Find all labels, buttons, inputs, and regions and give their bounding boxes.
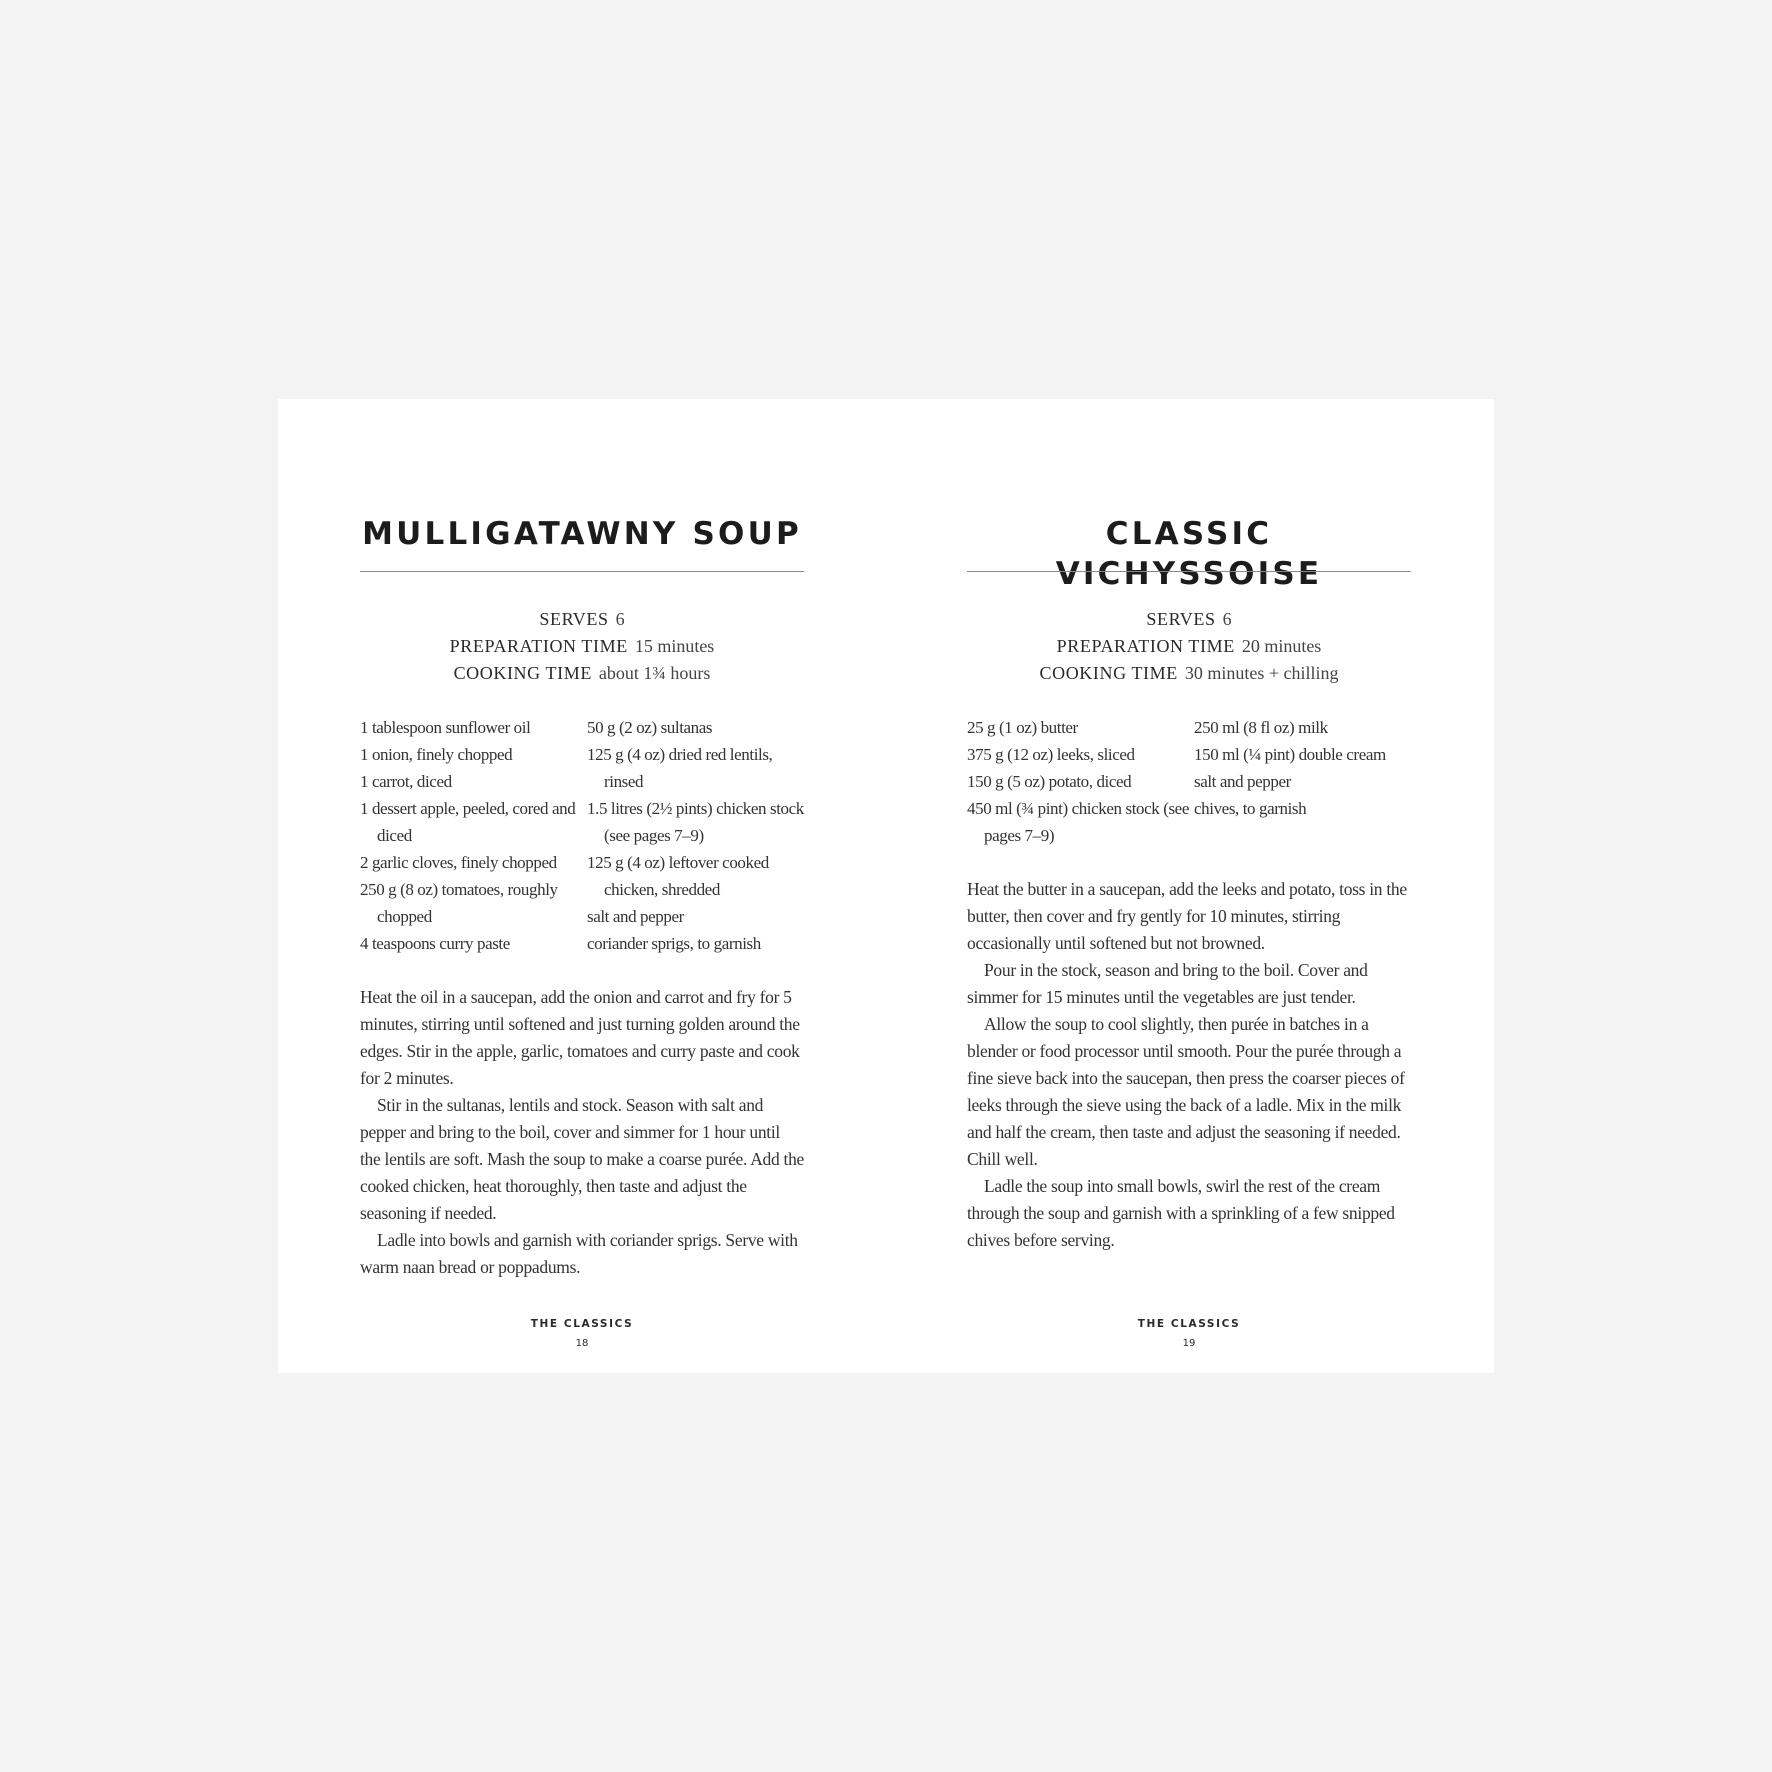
prep-time-value: 15 minutes xyxy=(634,636,715,656)
page-footer xyxy=(360,1315,804,1353)
method-paragraph: Heat the oil in a saucepan, add the onion and carrot and fry for 5 minutes, stirring until softened and just turning golden around the edges. Stir in the apple, garlic, tomatoes and curry paste and cook for 2 minutes. xyxy=(360,987,800,1088)
method-paragraph: Ladle into bowls and garnish with coriander sprigs. Serve with warm naan bread or poppadums. xyxy=(360,1230,798,1277)
ingredient-item: 125 g (4 oz) leftover cooked chicken, shredded xyxy=(587,853,769,899)
ingredients-column-2 xyxy=(587,714,812,957)
ingredients-column-2 xyxy=(1194,714,1419,822)
serves-value: 6 xyxy=(1222,609,1232,629)
recipe-title: MULLIGATAWNY SOUP xyxy=(362,516,802,552)
ingredient-item: 1 onion, finely chopped xyxy=(360,745,513,764)
ingredient-item: 25 g (1 oz) butter xyxy=(967,718,1078,737)
cooking-time-value: 30 minutes + chilling xyxy=(1184,663,1339,683)
prep-time-label: PREPARATION TIME xyxy=(449,636,628,656)
running-footer-section: THE CLASSICS xyxy=(1137,1318,1241,1330)
running-footer-section: THE CLASSICS xyxy=(530,1318,634,1330)
book-spread xyxy=(278,399,1494,1373)
ingredient-item: 50 g (2 oz) sultanas xyxy=(587,718,713,737)
cooking-time-value: about 1¾ hours xyxy=(598,663,711,683)
right-page xyxy=(967,399,1411,1373)
cooking-time-label: COOKING TIME xyxy=(453,663,592,683)
serves-label: SERVES xyxy=(1146,609,1216,629)
prep-time-label: PREPARATION TIME xyxy=(1056,636,1235,656)
ingredient-item: 150 g (5 oz) potato, diced xyxy=(967,772,1132,791)
ingredient-item: 1.5 litres (2½ pints) chicken stock (see pages 7–9) xyxy=(587,799,804,845)
ingredient-item: 250 ml (8 fl oz) milk xyxy=(1194,718,1328,737)
method-text xyxy=(967,876,1411,1254)
ingredients-column-1 xyxy=(360,714,585,957)
method-text xyxy=(360,984,804,1281)
ingredient-item: 375 g (12 oz) leeks, sliced xyxy=(967,745,1135,764)
page-number: 19 xyxy=(1182,1338,1196,1349)
recipe-meta xyxy=(967,606,1411,687)
ingredient-item: 150 ml (¼ pint) double cream xyxy=(1194,745,1386,764)
method-paragraph: Allow the soup to cool slightly, then purée in batches in a blender or food processor until smooth. Pour the purée through a fine sieve back into the saucepan, then press the coarser pieces of leeks through the sieve using the back of a ladle. Mix in the milk and half the cream, then taste and adjust the seasoning if needed. Chill well. xyxy=(967,1014,1405,1169)
page-number: 18 xyxy=(575,1338,589,1349)
ingredient-item: 250 g (8 oz) tomatoes, roughly chopped xyxy=(360,880,558,926)
prep-time-value: 20 minutes xyxy=(1241,636,1322,656)
method-paragraph: Ladle the soup into small bowls, swirl the rest of the cream through the soup and garnish with a sprinkling of a few snipped chives before serving. xyxy=(967,1176,1395,1250)
method-paragraph: Heat the butter in a saucepan, add the leeks and potato, toss in the butter, then cover and fry gently for 10 minutes, stirring occasionally until softened but not browned. xyxy=(967,879,1407,953)
prep-time-line xyxy=(967,633,1411,660)
ingredient-item: 4 teaspoons curry paste xyxy=(360,934,510,953)
cooking-time-label: COOKING TIME xyxy=(1039,663,1178,683)
serves-line xyxy=(967,606,1411,633)
cooking-time-line xyxy=(967,660,1411,687)
cooking-time-line xyxy=(360,660,804,687)
left-page xyxy=(360,399,804,1373)
ingredient-item: 450 ml (¾ pint) chicken stock (see pages 7–9) xyxy=(967,799,1189,845)
ingredient-item: 125 g (4 oz) dried red lentils, rinsed xyxy=(587,745,773,791)
ingredient-item: coriander sprigs, to garnish xyxy=(587,934,761,953)
method-paragraph: Stir in the sultanas, lentils and stock. Season with salt and pepper and bring to the boil, cover and simmer for 1 hour until the lentils are soft. Mash the soup to make a coarse purée. Add the cooked chicken, heat thoroughly, then taste and adjust the seasoning if needed. xyxy=(360,1095,805,1223)
serves-value: 6 xyxy=(615,609,625,629)
recipe-title: CLASSIC VICHYSSOISE xyxy=(1055,516,1323,592)
ingredient-item: salt and pepper xyxy=(1194,772,1291,791)
serves-line xyxy=(360,606,804,633)
ingredient-item: 1 carrot, diced xyxy=(360,772,452,791)
ingredient-item: 1 dessert apple, peeled, cored and diced xyxy=(360,799,576,845)
page-footer xyxy=(967,1315,1411,1353)
serves-label: SERVES xyxy=(539,609,609,629)
ingredients-column-1 xyxy=(967,714,1192,849)
title-rule xyxy=(967,571,1411,572)
prep-time-line xyxy=(360,633,804,660)
title-rule xyxy=(360,571,804,572)
ingredient-item: salt and pepper xyxy=(587,907,684,926)
ingredient-item: 2 garlic cloves, finely chopped xyxy=(360,853,557,872)
ingredient-item: 1 tablespoon sunflower oil xyxy=(360,718,531,737)
recipe-meta xyxy=(360,606,804,687)
ingredient-item: chives, to garnish xyxy=(1194,799,1307,818)
method-paragraph: Pour in the stock, season and bring to the boil. Cover and simmer for 15 minutes until the vegetables are just tender. xyxy=(967,960,1368,1007)
